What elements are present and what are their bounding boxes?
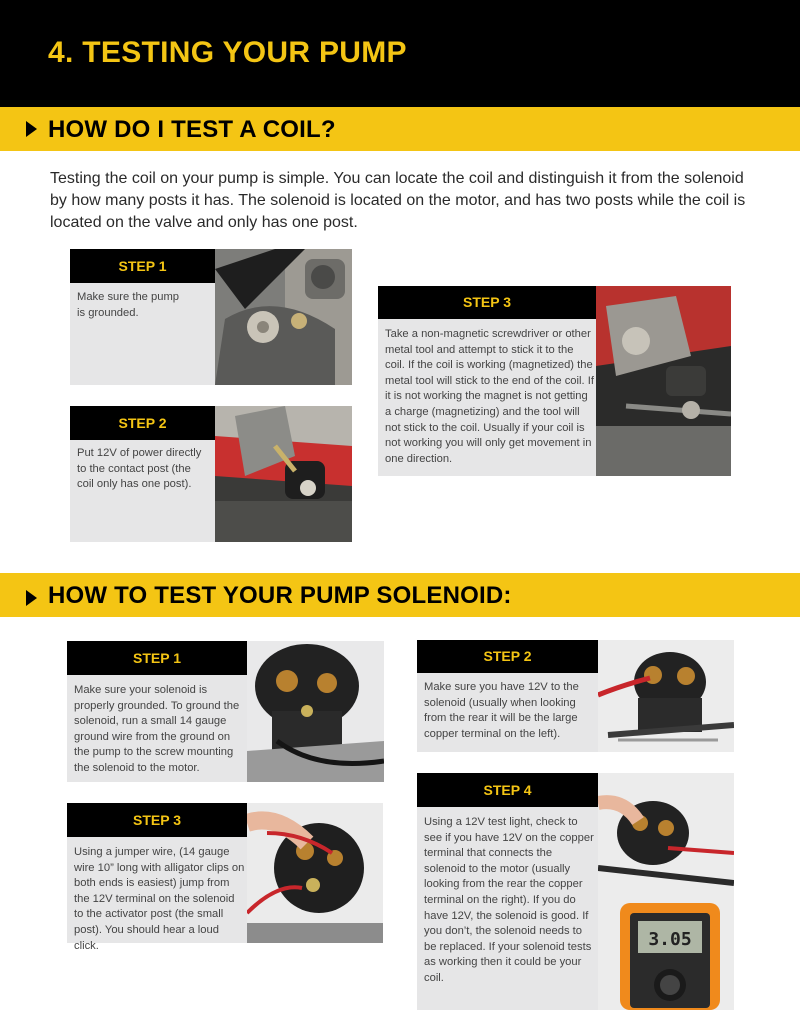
- coil-section-header: [0, 107, 800, 151]
- solenoid-section-header: [0, 573, 800, 617]
- chapter-header: [0, 0, 800, 107]
- coil-intro-paragraph: Testing the coil on your pump is simple. You can locate the coil and distinguish it from the solenoid by how many posts it has. The solenoid is located on the motor, and has two posts while the coil is located on the valve and only has one post.: [50, 170, 746, 231]
- pump-ground-photo: [215, 249, 352, 385]
- step-label: STEP 1: [70, 249, 215, 283]
- solenoid-12v-photo: [598, 640, 734, 752]
- screwdriver-coil-photo: [596, 286, 731, 476]
- chapter-title: 4. TESTING YOUR PUMP: [48, 36, 407, 69]
- step-text: Put 12V of power directly to the contact post (the coil only has one post).: [77, 447, 202, 491]
- step-label: STEP 3: [378, 286, 596, 319]
- coil-section-title: HOW DO I TEST A COIL?: [48, 116, 336, 143]
- solenoid-step-4-card: [417, 773, 734, 1010]
- step-label: STEP 2: [70, 406, 215, 440]
- jumper-wire-photo: [247, 803, 383, 943]
- step-label: STEP 3: [67, 803, 247, 837]
- solenoid-section-title: HOW TO TEST YOUR PUMP SOLENOID:: [48, 582, 512, 609]
- step-label: STEP 4: [417, 773, 598, 807]
- play-arrow-icon: [26, 590, 37, 606]
- step-text: Using a jumper wire, (14 gauge wire 10” long with alligator clips on both ends is easiest) jump from the 12V terminal on the solenoid to the activator post (the small post). You should hear a loud click.: [74, 846, 245, 952]
- step-text: Take a non-magnetic screwdriver or other metal tool and attempt to stick it to the coil. If the coil is working (magnetized) the metal tool will stick to the end of the coil. If it is not working the magnet is not getting a charge (magnetizing) and the tool will not stick to the coil. Usually if your coil is not working you will only get movement in one direction.: [385, 328, 594, 465]
- play-arrow-icon: [26, 121, 37, 137]
- coil-step-2-card: [70, 406, 352, 542]
- coil-post-photo: [215, 406, 352, 542]
- step-text: Make sure you have 12V to the solenoid (usually when looking from the rear it will be the large copper terminal on the left).: [424, 681, 579, 740]
- step-text: Make sure the pump is grounded.: [77, 291, 179, 319]
- solenoid-ground-photo: [247, 641, 384, 782]
- meter-reading: 3.05: [648, 929, 692, 950]
- test-light-meter-photo: [598, 773, 734, 1010]
- solenoid-step-2-card: [417, 640, 734, 752]
- step-text: Make sure your solenoid is properly grounded. To ground the solenoid, run a small 14 gauge ground wire from the ground on the pump to the screw mounting the solenoid to the motor.: [74, 684, 240, 774]
- solenoid-step-3-card: [67, 803, 383, 952]
- step-label: STEP 1: [67, 641, 247, 675]
- solenoid-step-1-card: [67, 641, 384, 782]
- coil-step-1-card: [70, 249, 352, 385]
- step-label: STEP 2: [417, 640, 598, 673]
- step-text: Using a 12V test light, check to see if you have 12V on the copper terminal that connects the solenoid to the motor (usually looking from the rear the copper terminal on the right). If you do have 12V, the solenoid is good. If you don’t, the solenoid needs to be replaced. If your solenoid tests as working then it could be your coil.: [424, 816, 594, 984]
- coil-step-3-card: [378, 286, 731, 476]
